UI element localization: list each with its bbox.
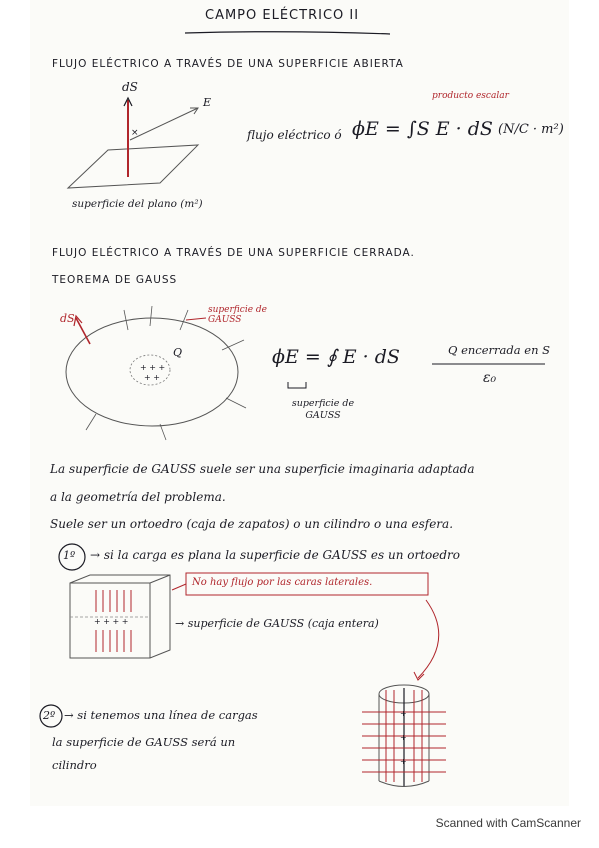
gauss-surface-label: superficie de GAUSS (208, 305, 268, 325)
svg-text:+: + (400, 757, 407, 766)
paragraph-line-1: La superficie de GAUSS suele ser una superficie imaginaria adaptada (50, 462, 475, 476)
gauss-formula: ϕE = ∮ E · dS (272, 346, 400, 368)
svg-text:×: × (131, 128, 139, 138)
gauss-numerator: Q encerrada en S (448, 343, 551, 357)
ds-vector-label: dS (122, 80, 138, 94)
section2-heading: FLUJO ELÉCTRICO A TRAVÉS DE UNA SUPERFICIE CERRADA. (52, 247, 415, 259)
flux-units: (N/C · m²) (498, 122, 564, 137)
scanner-watermark: Scanned with CamScanner (435, 816, 581, 830)
svg-text:+: + (400, 733, 407, 742)
flux-formula-lead: flujo eléctrico ó (247, 128, 342, 142)
case2-line-1: → si tenemos una línea de cargas (64, 708, 258, 722)
gauss-denominator: ε₀ (483, 370, 497, 386)
paragraph-line-3: Suele ser un ortoedro (caja de zapatos) o un cilindro o una esfera. (50, 517, 454, 531)
case2-number: 2º (43, 709, 56, 722)
e-vector-label: E (203, 96, 212, 109)
section1-heading: FLUJO ELÉCTRICO A TRAVÉS DE UNA SUPERFICIE ABIERTA (52, 58, 404, 70)
flux-formula: ϕE = ∫S E · dS (352, 118, 493, 140)
case2-line-3: cilindro (52, 758, 97, 772)
lateral-faces-note: No hay flujo por las caras laterales. (192, 577, 373, 588)
gauss-theorem-heading: TEOREMA DE GAUSS (52, 274, 178, 286)
svg-text:+ + + +: + + + + (94, 617, 129, 626)
case1-number: 1º (63, 549, 76, 562)
paragraph-line-2: a la geometría del problema. (50, 490, 226, 504)
case2-line-2: la superficie de GAUSS será un (52, 735, 236, 749)
charge-label: Q (173, 346, 183, 359)
svg-text:+ + +: + + + (140, 363, 166, 372)
box-gauss-label: → superficie de GAUSS (caja entera) (175, 617, 379, 630)
svg-text:+ +: + + (144, 373, 160, 382)
page-title: CAMPO ELÉCTRICO II (205, 8, 360, 23)
plane-caption: superficie del plano (m²) (72, 198, 203, 210)
ds-vector-label: dS (60, 312, 75, 325)
underbrace-label: superficie de GAUSS (291, 398, 355, 421)
scalar-product-note: producto escalar (432, 91, 509, 101)
case1-text: → si la carga es plana la superficie de GAUSS es un ortoedro (90, 548, 460, 562)
svg-text:+: + (400, 709, 407, 718)
